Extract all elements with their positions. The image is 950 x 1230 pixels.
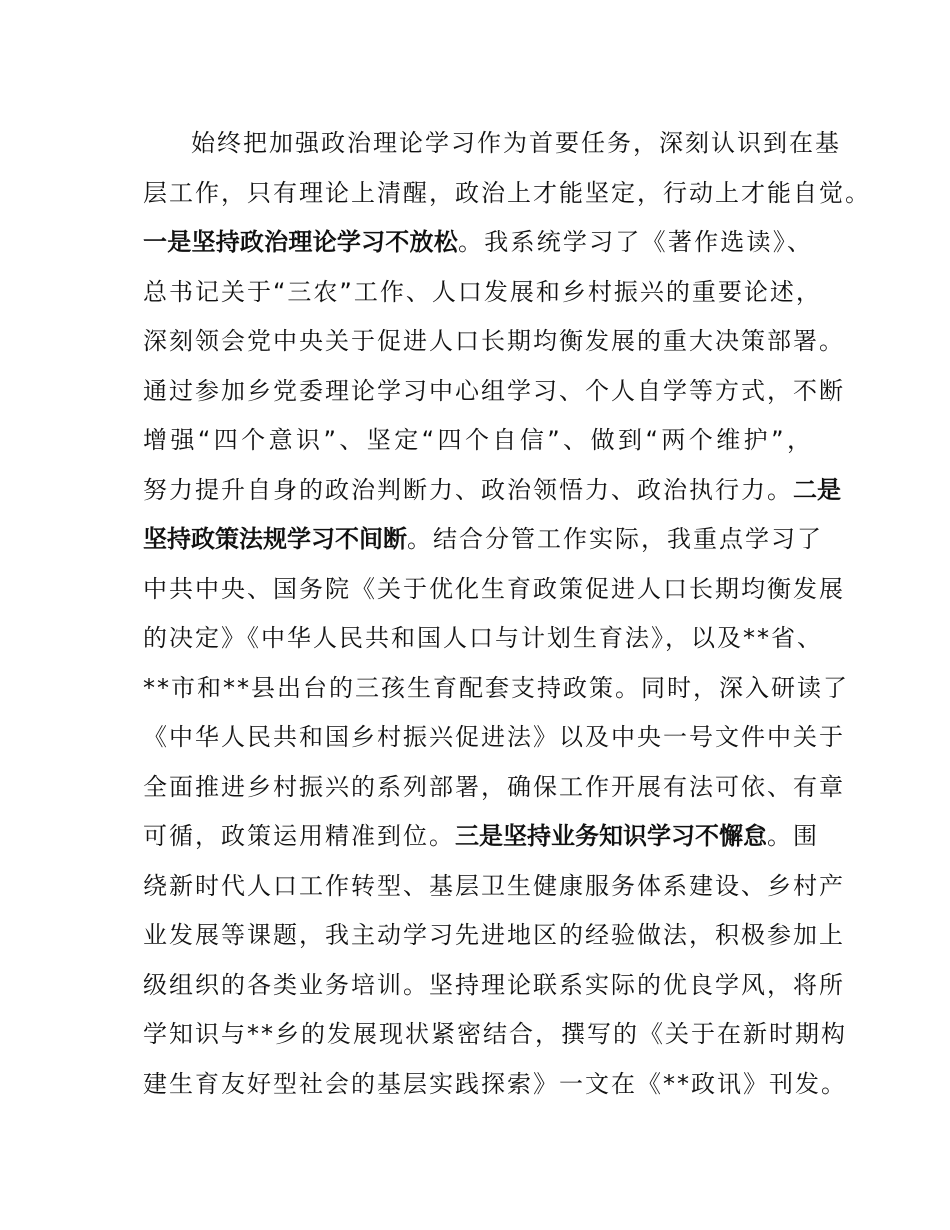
paragraph-line: [143, 862, 845, 912]
text-run: 的决定》《中华人民共和国人口与计划生育法》，以及**省、: [143, 624, 823, 652]
text-run: 。围: [767, 822, 819, 850]
text-run: 。我系统学习了《著作选读》、: [458, 228, 813, 256]
paragraph-line: [143, 1010, 847, 1060]
bold-heading-second-point-cont: 坚持政策法规学习不间断: [143, 525, 407, 553]
paragraph-line: [143, 268, 822, 318]
text-run: 深刻领会党中央关于促进人口长期均衡发展的重大决策部署。: [143, 327, 845, 355]
paragraph-line: [143, 169, 871, 219]
text-run: 全面推进乡村振兴的系列部署，确保工作开展有法可依、有章: [143, 772, 845, 801]
text-run: 级组织的各类业务培训。坚持理论联系实际的优良学风，将所: [143, 970, 845, 999]
text-run: 努力提升自身的政治判断力、政治领悟力、政治执行力。: [143, 475, 793, 504]
text-run: 通过参加乡党委理论学习中心组学习、个人自学等方式，不断: [143, 376, 845, 405]
paragraph-line: [143, 218, 813, 268]
paragraph-line: [143, 367, 845, 417]
paragraph-line: [143, 1060, 847, 1110]
paragraph-line: [143, 119, 841, 169]
paragraph-line: [143, 763, 845, 813]
paragraph-line: [143, 713, 845, 763]
paragraph-line: [143, 812, 819, 862]
bold-heading-second-point: 二是: [793, 475, 841, 504]
text-run: 业发展等课题，我主动学习先进地区的经验做法，积极参加上: [143, 921, 845, 949]
text-run: 中共中央、国务院《关于优化生育政策促进人口长期均衡发展: [143, 574, 845, 603]
paragraph-line: [143, 317, 845, 367]
text-run: 建生育友好型社会的基层实践探索》一文在《**政讯》刊发。: [143, 1069, 847, 1098]
paragraph-line: [143, 664, 849, 714]
paragraph-line: [143, 961, 845, 1011]
paragraph-line: [143, 614, 823, 664]
text-run: **市和**县出台的三孩生育配套支持政策。同时，深入研读了: [143, 673, 849, 702]
text-run: 层工作，只有理论上清醒，政治上才能坚定，行动上才能自觉。: [143, 178, 871, 207]
text-run: 绕新时代人口工作转型、基层卫生健康服务体系建设、乡村产: [143, 871, 845, 900]
text-run: 《中华人民共和国乡村振兴促进法》以及中央一号文件中关于: [143, 723, 845, 751]
bold-heading-first-point: 一是坚持政治理论学习不放松: [143, 228, 458, 256]
text-run: 始终把加强政治理论学习作为首要任务，深刻认识到在基: [191, 129, 841, 157]
text-run: 可循，政策运用精准到位。: [143, 822, 455, 850]
text-run: 学知识与**乡的发展现状紧密结合，撰写的《关于在新时期构: [143, 1020, 847, 1048]
paragraph-line: [143, 911, 845, 961]
paragraph-line: [143, 466, 841, 516]
text-run: 增强“四个意识”、坚定“四个自信”、做到“两个维护”，: [143, 426, 813, 454]
text-run: 。结合分管工作实际，我重点学习了: [407, 525, 823, 553]
text-run: 总书记关于“三农”工作、人口发展和乡村振兴的重要论述，: [143, 277, 822, 306]
bold-heading-third-point: 三是坚持业务知识学习不懈怠: [455, 822, 767, 850]
paragraph-line: [143, 565, 845, 615]
paragraph-line: [143, 515, 823, 565]
paragraph-line: [143, 416, 813, 466]
document-body: [143, 119, 871, 1109]
